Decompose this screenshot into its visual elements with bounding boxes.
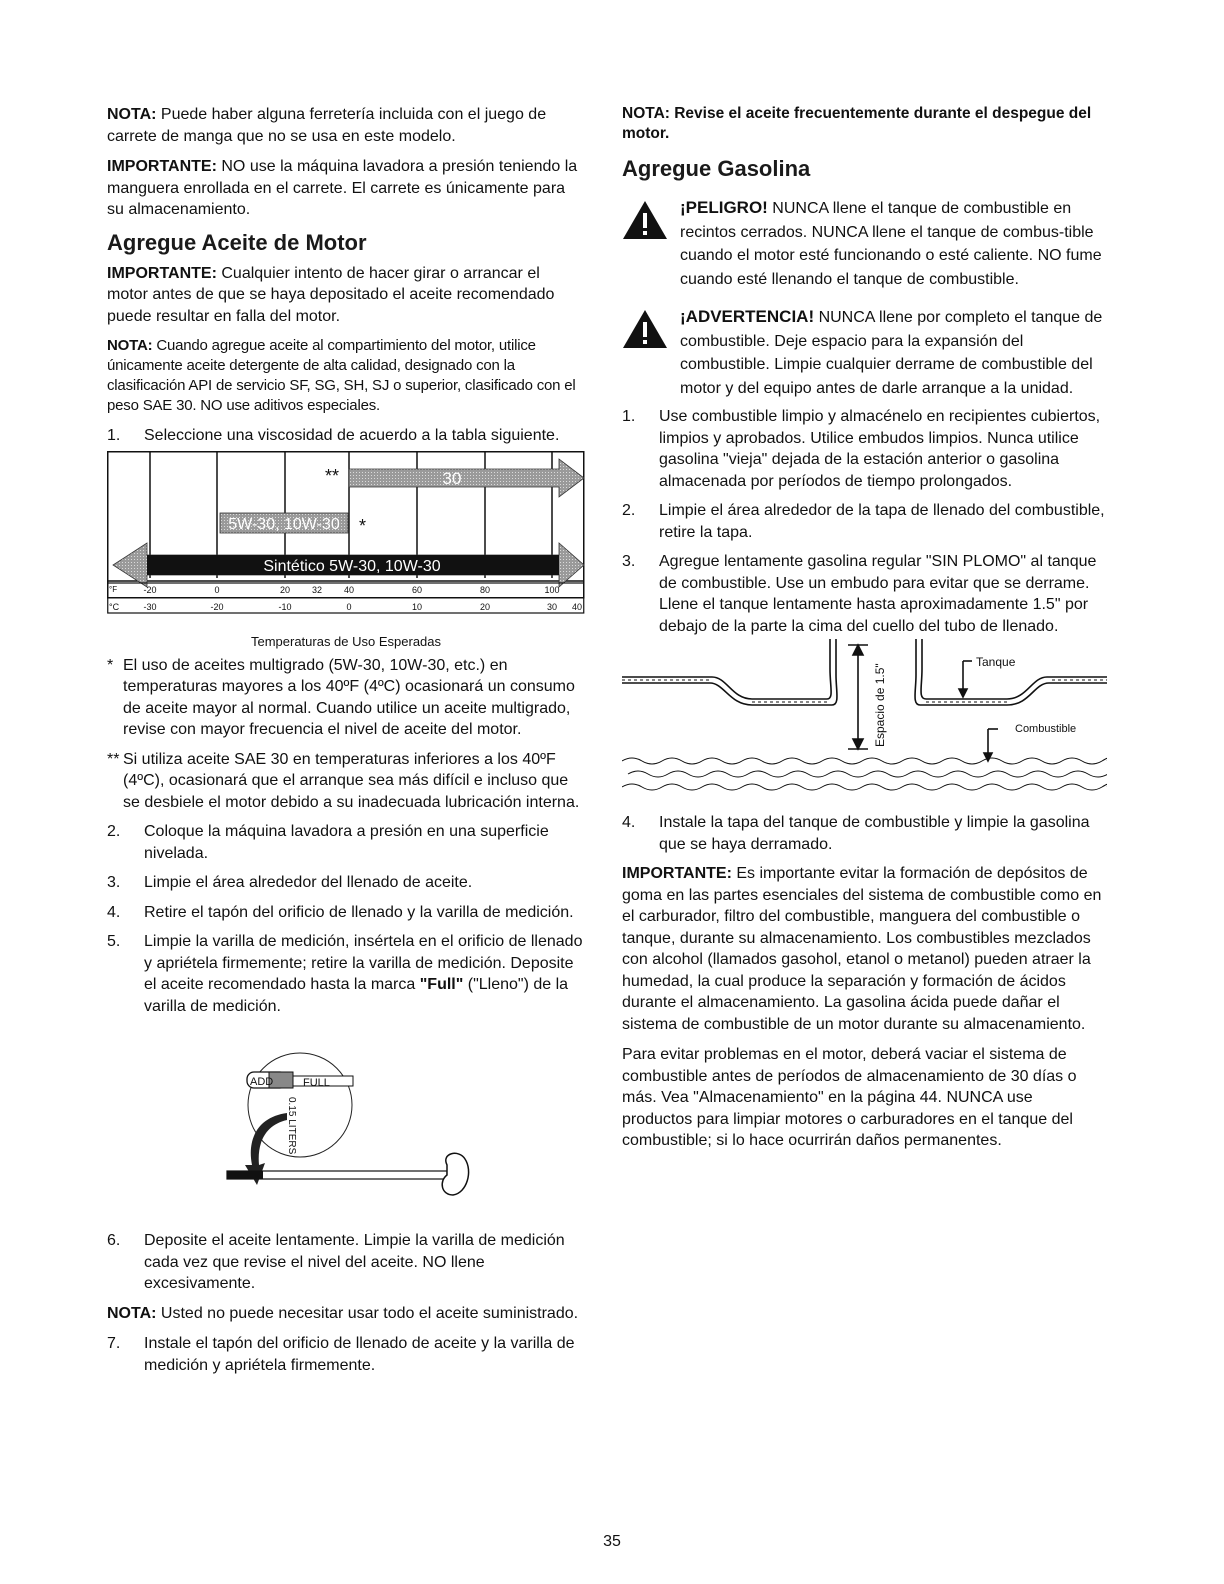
axis-c-tick: -20: [210, 601, 224, 612]
axis-f-tick: 40: [343, 584, 355, 595]
note-double-star: ** Si utiliza aceite SAE 30 en temperaturas inferiores a los 40ºF (4ºC), ocasionará que el arranque sea más difícil e incluso que se desbiele el motor debido a su inadecuada lubricación interna.: [107, 750, 580, 811]
left-column: [107, 104, 585, 1384]
dipstick-liters-label: 0.15 LITERS: [286, 1097, 297, 1155]
page-number: 35: [603, 1533, 621, 1550]
axis-f-tick: 100: [544, 584, 560, 595]
axis-f-tick: 20: [279, 584, 291, 595]
mark-single-star: *: [359, 515, 367, 536]
axis-f-tick: 80: [479, 584, 491, 595]
axis-f-tick: -20: [143, 584, 157, 595]
axis-c-tick: 0: [346, 601, 352, 612]
importante-hose: IMPORTANTE: NO use la máquina lavadora a presión teniendo la manguera enrollada en el carrete. El carrete es únicamente para su almacenamiento.: [107, 158, 578, 218]
dipstick-add-label: ADD: [250, 1076, 274, 1088]
nota-revise-aceite: NOTA: Revise el aceite frecuentemente durante el despegue del motor.: [622, 105, 1092, 142]
step-2: 2. Coloque la máquina lavadora a presión en una superficie nivelada.: [107, 823, 549, 862]
para-evitar: Para evitar problemas en el motor, deberá vaciar el sistema de combustible antes de períodos de almacenamiento de 30 días o más. Vea "Almacenamiento" en la página 44. NUNCA use productos para limpiar motores o carburadores en el tanque del combustible; si lo hace ocurrirán daños permanentes.: [622, 1046, 1077, 1149]
axis-f-tick: 0: [214, 584, 220, 595]
axis-f-label: °F: [109, 584, 118, 594]
nota-aceite-suministrado: NOTA: Usted no puede necesitar usar todo el aceite suministrado.: [107, 1304, 579, 1322]
chart-caption: Temperaturas de Uso Esperadas: [250, 633, 442, 649]
dipstick-illustration: [107, 1025, 585, 1225]
bar-multigrade-label: 5W-30, 10W-30: [228, 515, 340, 533]
combustible-label: Combustible: [1015, 723, 1077, 735]
dipstick-full-label: FULL: [303, 1077, 330, 1089]
warning-triangle-icon: [622, 309, 668, 349]
warning-triangle-icon: [622, 200, 668, 240]
gas-step-4: 4. Instale la tapa del tanque de combustible y limpie la gasolina que se haya derramado.: [622, 814, 1090, 853]
heading-aceite: Agregue Aceite de Motor: [107, 229, 367, 255]
axis-c-tick: 40: [571, 601, 583, 612]
axis-c-tick: 30: [546, 601, 558, 612]
step-4: 4. Retire el tapón del orificio de llenado y la varilla de medición.: [107, 903, 574, 921]
fuel-tank-diagram: [622, 639, 1107, 797]
step-5: 5. Limpie la varilla de medición, insértela en el orificio de llenado y apriétela firmemente; retire la varilla de medición. Deposite el aceite recomendado hasta la marca "Full" ("Lleno") de la varilla de medición.: [107, 933, 583, 1015]
gas-step-3: 3. Agregue lentamente gasolina regular "SIN PLOMO" al tanque de combustible. Use un embudo para evitar que se derrame. Llene el tanque lentamente hasta aproximadamente 1.5" por debajo de la parte la cima del cuello del tubo de llenado.: [622, 553, 1097, 635]
gas-step-2: 2. Limpie el área alrededor de la tapa de llenado del combustible, retire la tapa.: [622, 502, 1105, 541]
axis-c-tick: 20: [479, 601, 491, 612]
heading-gasolina: Agregue Gasolina: [622, 156, 811, 181]
note-single-star: * El uso de aceites multigrado (5W-30, 10W-30, etc.) en temperaturas mayores a los 40ºF (4ºC) ocasionará un consumo de aceite mayor al normal. Cuando utilice un aceite multigrado, revise con mayor frecuencia el nivel de aceite del motor.: [107, 656, 575, 738]
step-7: 7. Instale el tapón del orificio de llenado de aceite y la varilla de medición y apriétela firmemente.: [107, 1335, 575, 1374]
bar-sae30-label: 30: [442, 468, 462, 488]
fuel-surface: [622, 758, 1107, 790]
axis-c-tick: 10: [411, 601, 423, 612]
importante-gasolina: IMPORTANTE: Es importante evitar la formación de depósitos de goma en las partes esenciales del sistema de combustible como en el carburador, filtro del combustible, manguera del combustible o tanque, durante su almacenamiento. Los combustibles mezclados con alcohol (llamados gasohol, etanol o metanol) pueden atraer la humedad, la cual produce la separación y formación de ácidos durante el almacenamiento. La gasolina ácida puede dañar el sistema de combustible de un motor durante su almacenamiento.: [622, 865, 1102, 1033]
axis-c-label: °C: [109, 601, 120, 612]
axis-f-tick: 32: [311, 584, 323, 595]
axis-c-tick: -30: [143, 601, 157, 612]
axis-f-tick: 60: [411, 584, 423, 595]
warning-block: ¡ADVERTENCIA! NUNCA llene por completo el tanque de combustible. Deje espacio para la expansión del combustible. Limpie cualquier derrame de combustible del motor y del equipo antes de darle arranque a la unidad.: [622, 305, 1107, 400]
importante-motor: IMPORTANTE: Cualquier intento de hacer girar o arrancar el motor antes de que se haya depositado el aceite recomendado puede resultar en falla del motor.: [107, 264, 555, 325]
gas-step-1: 1. Use combustible limpio y almacénelo en recipientes cubiertos, limpios y aprobados. Utilice embudos limpios. Nunca utilice gasolina "vieja" dejada de la estación anterior o gasolina almacenada por períodos de tiempo prolongados.: [622, 408, 1101, 490]
mark-double-star: **: [324, 465, 339, 486]
tanque-label: Tanque: [976, 655, 1016, 669]
viscosity-chart: [107, 451, 585, 627]
axis-c-tick: -10: [278, 601, 292, 612]
nota-aceite: NOTA: Cuando agregue aceite al compartimiento del motor, utilice únicamente aceite detergente de alta calidad, designado con la clasificación API de servicio SF, SG, SH, SJ o superior, clasificado con el peso SAE 30. NO use aditivos especiales.: [107, 337, 576, 414]
bar-synthetic-label: Sintético 5W-30, 10W-30: [263, 557, 441, 575]
step-3: 3. Limpie el área alrededor del llenado de aceite.: [107, 874, 473, 891]
espacio-label: Espacio de 1.5": [873, 663, 887, 747]
bar-sae30: [349, 459, 584, 497]
axis-c-ticks: [143, 602, 582, 612]
step-1: 1. Seleccione una viscosidad de acuerdo a la tabla siguiente.: [107, 427, 560, 444]
danger-block: ¡PELIGRO! NUNCA llene el tanque de combustible en recintos cerrados. NUNCA llene el tanque de combus-tible cuando el motor esté funcionando o esté caliente. NO fume cuando esté llenando el tanque de combustible.: [622, 196, 1107, 291]
right-column: [622, 104, 1107, 1161]
axis-f-ticks: [143, 585, 559, 595]
nota-hardware: NOTA: Puede haber alguna ferretería incluida con el juego de carrete de manga que no se usa en este modelo.: [107, 106, 547, 145]
step-6: 6. Deposite el aceite lentamente. Limpie la varilla de medición cada vez que revise el nivel del aceite. NO llene excesivamente.: [107, 1232, 565, 1292]
